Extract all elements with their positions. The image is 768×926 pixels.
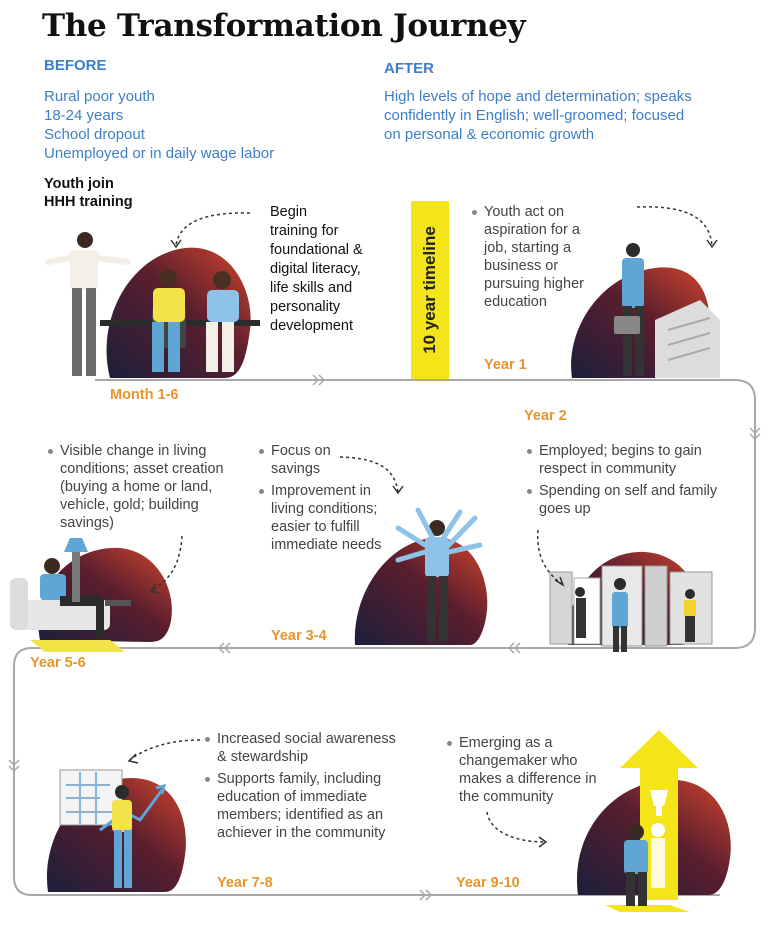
stage-label-year-5-6: Year 5-6	[30, 655, 86, 671]
year-5-6-bullets	[46, 442, 246, 536]
after-list	[384, 87, 692, 144]
before-list	[44, 87, 274, 163]
before-line: Rural poor youth	[44, 88, 155, 105]
stage-label-year-3-4: Year 3-4	[271, 628, 327, 644]
stage-label-month-1-6: Month 1-6	[110, 387, 179, 403]
bullet-item: Visible change in living conditions; asset creation (buying a home or land, vehicle, gold; building savings)	[46, 442, 246, 532]
before-line: Unemployed or in daily wage labor	[44, 145, 275, 162]
join-line: Youth join	[44, 176, 114, 192]
training-line: development	[270, 318, 354, 334]
join-caption	[44, 175, 133, 211]
year-7-8-bullets	[203, 730, 408, 846]
training-line: digital literacy,	[270, 261, 361, 277]
bullet-item: Increased social awareness & stewardship	[203, 730, 408, 766]
bullet-item: Spending on self and family goes up	[525, 482, 730, 518]
bullet-item: Focus on savings	[257, 442, 382, 478]
after-line: High levels of hope and determination; speaks	[384, 88, 692, 105]
bullet-item: Supports family, including education of immediate members; identified as an achiever in the community	[203, 770, 408, 842]
stage-label-year-1: Year 1	[484, 357, 527, 373]
year-2-bullets	[525, 442, 730, 522]
page-title: The Transformation Journey	[42, 8, 526, 44]
after-line: confidently in English; well-groomed; focused	[384, 107, 685, 124]
timeline-label: 10 year timeline	[420, 226, 440, 354]
after-line: on personal & economic growth	[384, 126, 595, 143]
timeline-label-box	[411, 201, 449, 379]
training-line: foundational &	[270, 242, 363, 258]
after-heading: AFTER	[384, 60, 434, 77]
training-line: personality	[270, 299, 341, 315]
before-line: 18-24 years	[44, 107, 124, 124]
year-1-bullets	[470, 203, 605, 315]
before-heading: BEFORE	[44, 57, 107, 74]
training-line: training for	[270, 223, 339, 239]
join-line: HHH training	[44, 194, 133, 210]
bullet-item: Youth act on aspiration for a job, starting a business or pursuing higher education	[470, 203, 605, 311]
bullet-item: Improvement in living conditions; easier to fulfill immediate needs	[257, 482, 382, 554]
training-line: life skills and	[270, 280, 353, 296]
stage-label-year-2: Year 2	[524, 408, 567, 424]
stage-label-year-9-10: Year 9-10	[456, 875, 520, 891]
bullet-item: Employed; begins to gain respect in community	[525, 442, 730, 478]
training-description	[270, 203, 363, 336]
stage-label-year-7-8: Year 7-8	[217, 875, 273, 891]
training-line: Begin	[270, 204, 308, 220]
training-scene	[48, 232, 260, 376]
before-line: School dropout	[44, 126, 145, 143]
bullet-item: Emerging as a changemaker who makes a difference in the community	[445, 734, 605, 806]
year-3-4-bullets	[257, 442, 382, 558]
year-2-scene	[550, 566, 712, 652]
year-9-10-bullets	[445, 734, 605, 810]
